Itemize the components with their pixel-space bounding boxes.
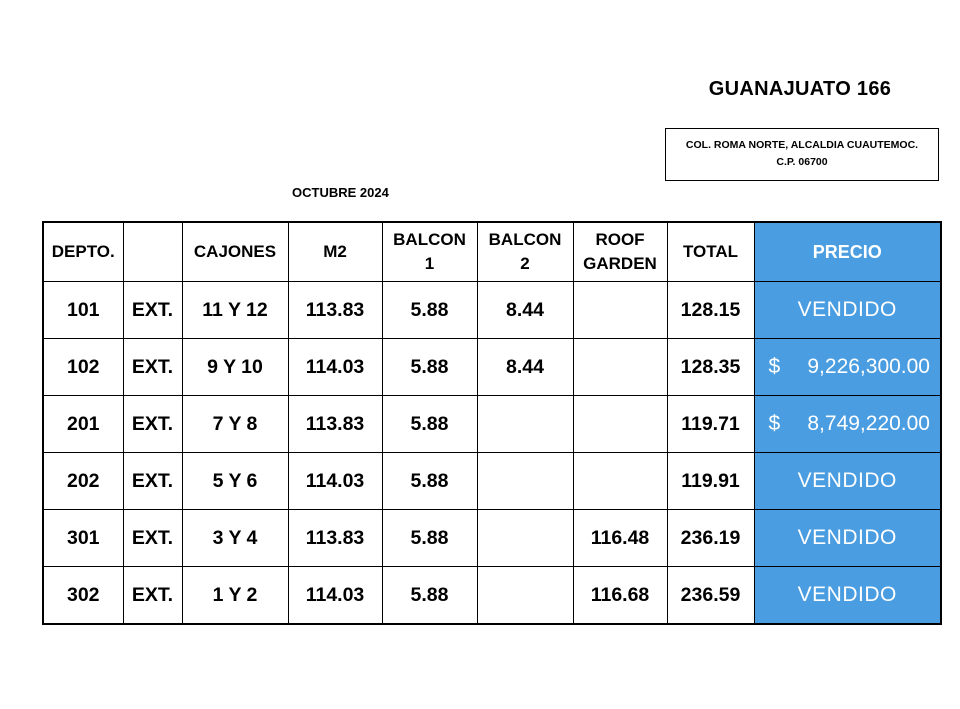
col-header-tipo: [123, 222, 182, 282]
cell-m2: 113.83: [288, 510, 382, 567]
cell-roof: 116.68: [573, 567, 667, 625]
col-header-cajones: CAJONES: [182, 222, 288, 282]
cell-cajones: 1 Y 2: [182, 567, 288, 625]
cell-total: 236.19: [667, 510, 754, 567]
cell-cajones: 11 Y 12: [182, 282, 288, 339]
col-header-m2: M2: [288, 222, 382, 282]
cell-roof: 116.48: [573, 510, 667, 567]
cell-balcon1: 5.88: [382, 339, 477, 396]
price-amount: [755, 355, 941, 379]
cell-total: 119.71: [667, 396, 754, 453]
address-line-2: C.P. 06700: [776, 156, 828, 168]
cell-total: 119.91: [667, 453, 754, 510]
cell-m2: 114.03: [288, 567, 382, 625]
table-row: [43, 282, 941, 339]
cell-tipo: EXT.: [123, 453, 182, 510]
cell-total: 128.35: [667, 339, 754, 396]
cell-balcon2: 8.44: [477, 282, 573, 339]
cell-precio: [754, 282, 941, 339]
cell-balcon2: [477, 453, 573, 510]
cell-balcon1: 5.88: [382, 567, 477, 625]
cell-tipo: EXT.: [123, 396, 182, 453]
table-header-row: [43, 222, 941, 282]
cell-roof: [573, 453, 667, 510]
cell-roof: [573, 282, 667, 339]
cell-tipo: EXT.: [123, 510, 182, 567]
cell-balcon1: 5.88: [382, 510, 477, 567]
price-value: 9,226,300.00: [807, 355, 930, 378]
table-row: [43, 339, 941, 396]
cell-tipo: EXT.: [123, 282, 182, 339]
cell-depto: 302: [43, 567, 123, 625]
cell-depto: 202: [43, 453, 123, 510]
table-row: [43, 453, 941, 510]
cell-balcon1: 5.88: [382, 282, 477, 339]
price-amount: [755, 412, 941, 436]
price-value: 8,749,220.00: [807, 412, 930, 435]
cell-balcon2: [477, 510, 573, 567]
cell-precio: [754, 339, 941, 396]
cell-m2: 114.03: [288, 453, 382, 510]
cell-balcon1: 5.88: [382, 396, 477, 453]
cell-precio: [754, 510, 941, 567]
cell-balcon2: [477, 396, 573, 453]
col-header-roof-garden: [573, 222, 667, 282]
cell-balcon1: 5.88: [382, 453, 477, 510]
cell-cajones: 9 Y 10: [182, 339, 288, 396]
address-box: [665, 128, 939, 181]
cell-precio: [754, 567, 941, 625]
cell-tipo: EXT.: [123, 339, 182, 396]
col-header-roof-line1: ROOF: [595, 230, 645, 249]
cell-total: 236.59: [667, 567, 754, 625]
sold-label: VENDIDO: [797, 469, 897, 492]
cell-balcon2: 8.44: [477, 339, 573, 396]
sold-label: VENDIDO: [797, 583, 897, 606]
units-table: [42, 221, 942, 625]
col-header-balcon1-line1: BALCON: [393, 230, 466, 249]
cell-m2: 113.83: [288, 396, 382, 453]
period-label: OCTUBRE 2024: [292, 185, 389, 200]
cell-cajones: 3 Y 4: [182, 510, 288, 567]
cell-cajones: 5 Y 6: [182, 453, 288, 510]
cell-roof: [573, 339, 667, 396]
table-row: [43, 510, 941, 567]
cell-depto: 301: [43, 510, 123, 567]
cell-m2: 114.03: [288, 339, 382, 396]
cell-m2: 113.83: [288, 282, 382, 339]
address-line-1: COL. ROMA NORTE, ALCALDIA CUAUTEMOC.: [685, 139, 919, 151]
cell-precio: [754, 396, 941, 453]
currency-symbol: $: [768, 412, 781, 435]
table-row: [43, 396, 941, 453]
col-header-balcon2: [477, 222, 573, 282]
cell-balcon2: [477, 567, 573, 625]
col-header-balcon1-line2: 1: [424, 254, 435, 273]
cell-precio: [754, 453, 941, 510]
currency-symbol: $: [768, 355, 781, 378]
cell-total: 128.15: [667, 282, 754, 339]
sold-label: VENDIDO: [797, 298, 897, 321]
col-header-balcon2-line1: BALCON: [488, 230, 562, 249]
cell-depto: 201: [43, 396, 123, 453]
page-title: GUANAJUATO 166: [708, 78, 892, 100]
cell-depto: 101: [43, 282, 123, 339]
col-header-balcon1: [382, 222, 477, 282]
col-header-precio: PRECIO: [754, 222, 941, 282]
cell-depto: 102: [43, 339, 123, 396]
col-header-balcon2-line2: 2: [520, 254, 530, 273]
col-header-roof-line2: GARDEN: [583, 254, 657, 273]
col-header-total: TOTAL: [667, 222, 754, 282]
cell-tipo: EXT.: [123, 567, 182, 625]
cell-roof: [573, 396, 667, 453]
col-header-depto: DEPTO.: [43, 222, 123, 282]
table-row: [43, 567, 941, 625]
cell-cajones: 7 Y 8: [182, 396, 288, 453]
sold-label: VENDIDO: [797, 526, 897, 549]
